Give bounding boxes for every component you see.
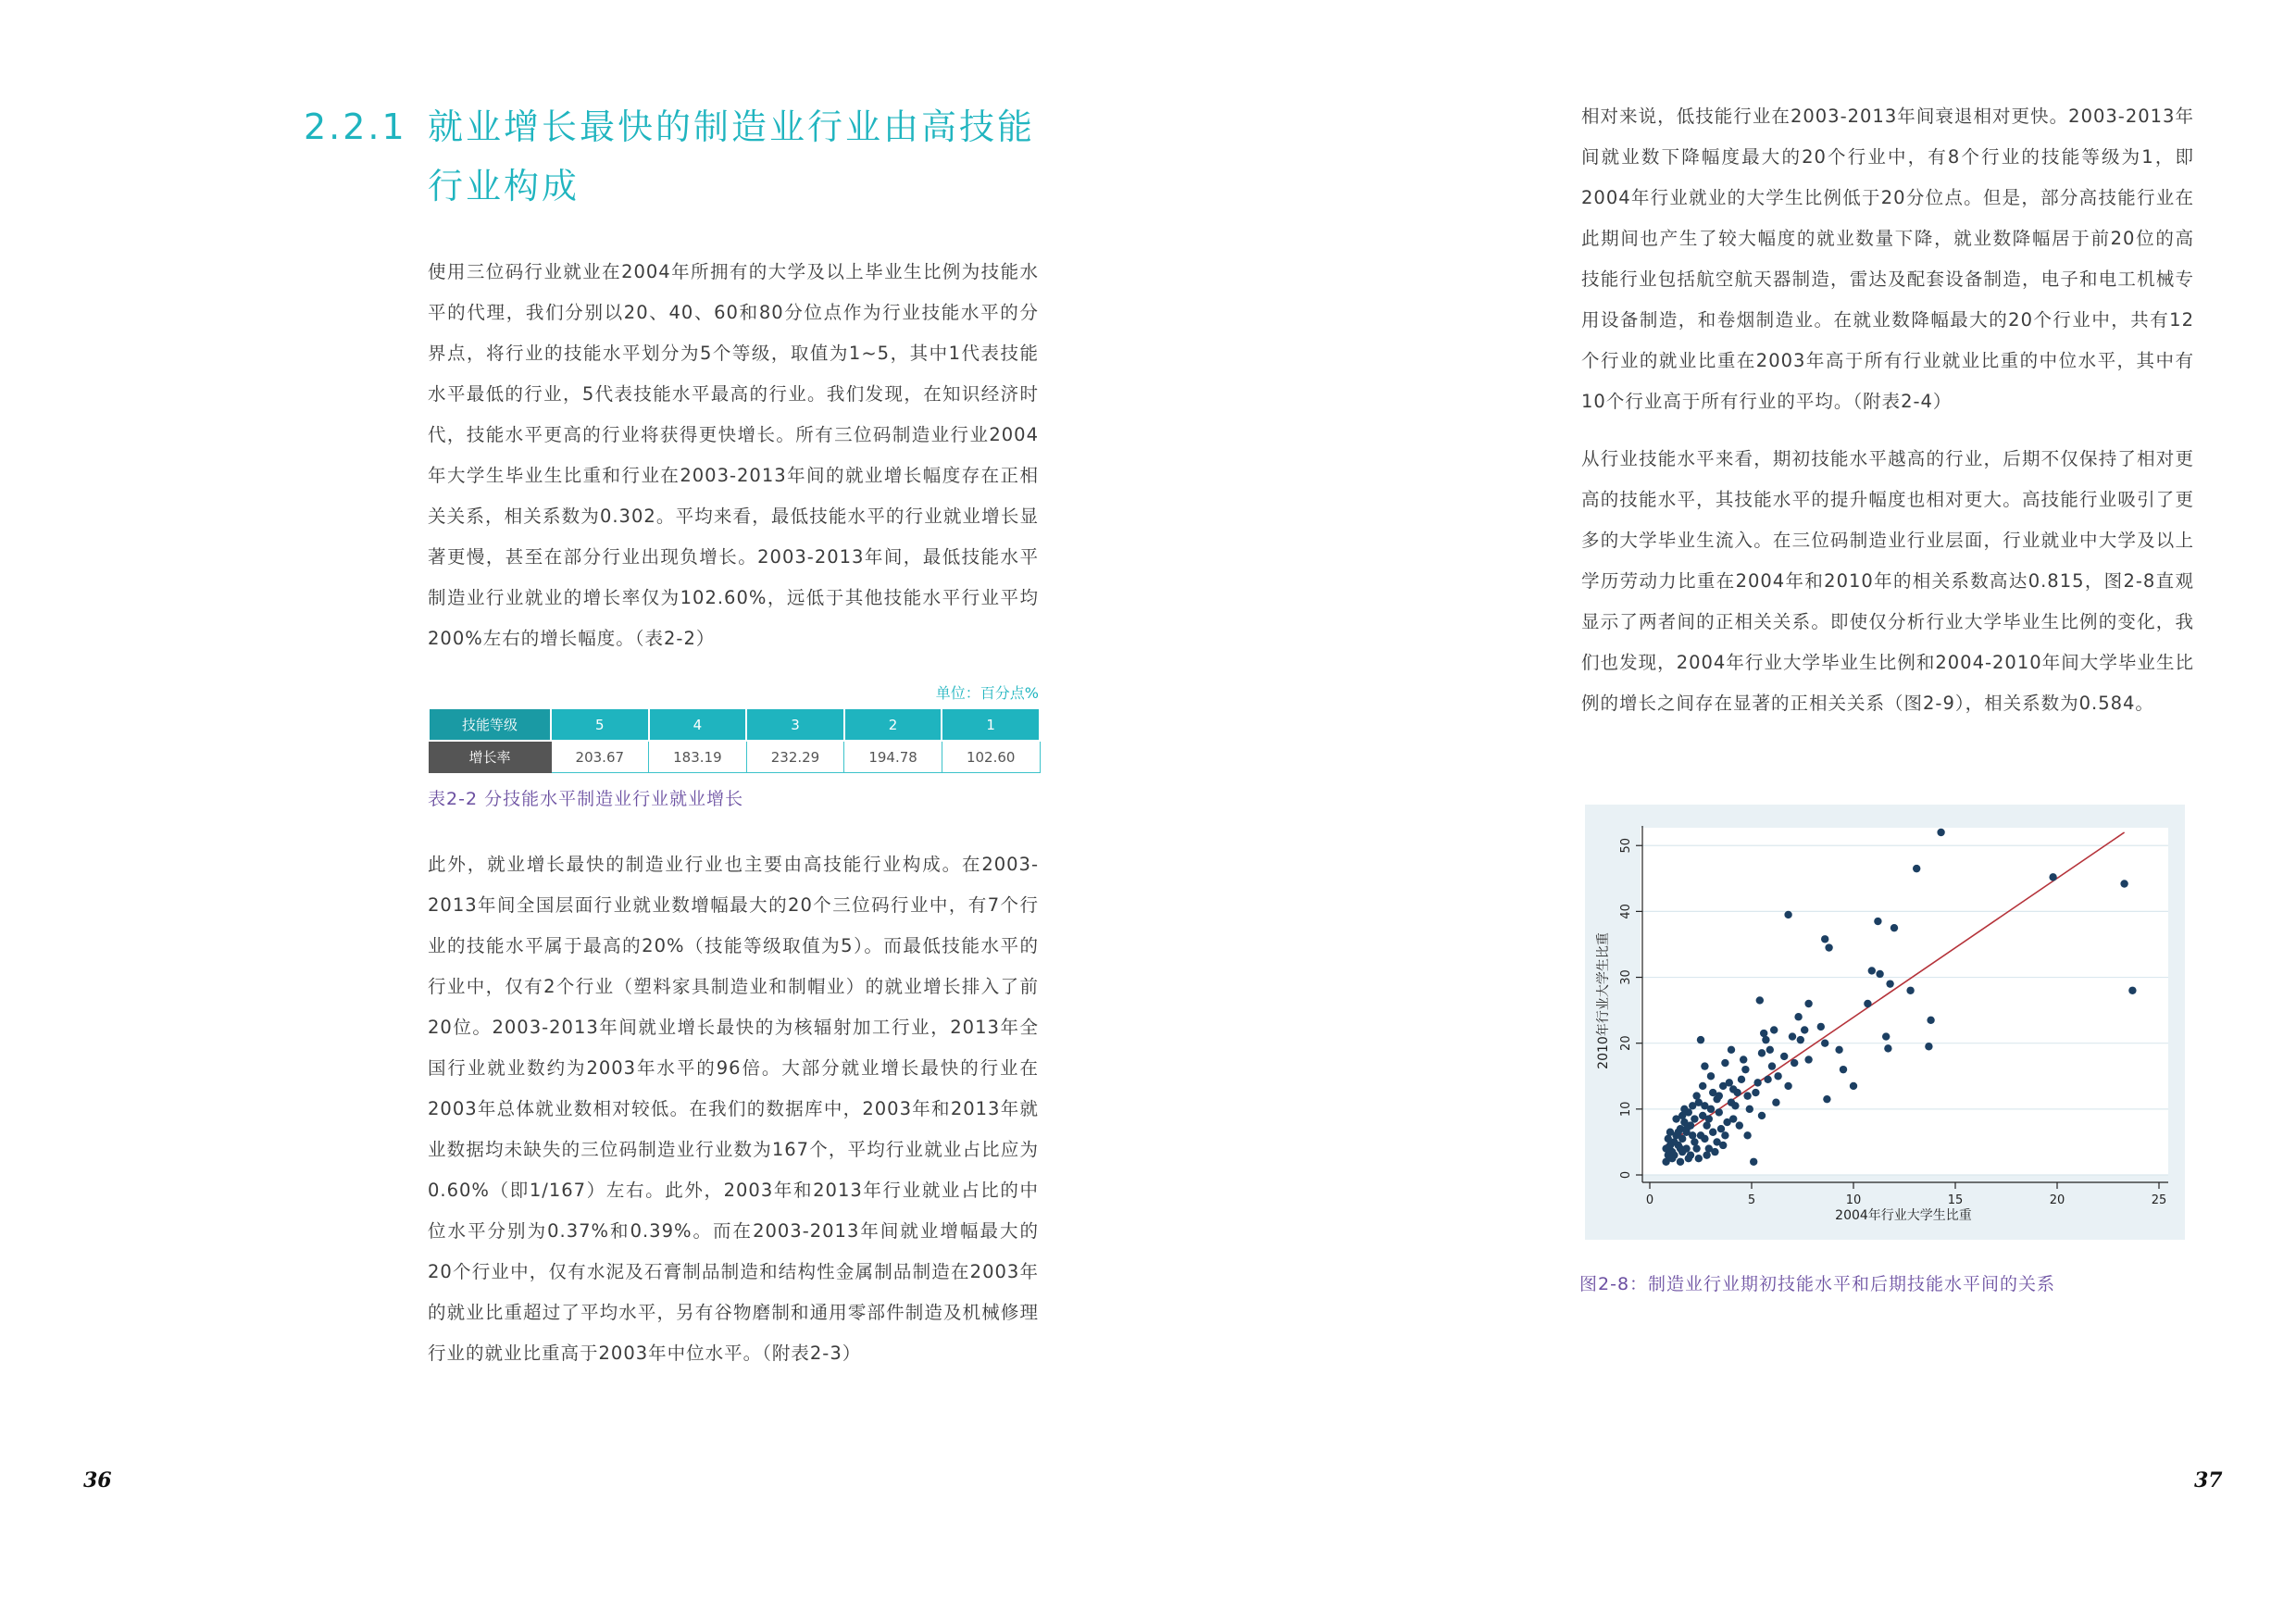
data-point (1728, 1046, 1735, 1054)
data-point (1768, 1062, 1776, 1069)
data-point (1784, 1082, 1791, 1090)
section-title-line1: 就业增长最快的制造业行业由高技能 (428, 106, 1036, 147)
data-point (1876, 970, 1883, 978)
table-cell: 203.67 (551, 741, 649, 773)
table-unit-label: 单位：百分点% (935, 684, 1039, 702)
data-point (1705, 1115, 1713, 1122)
data-point (1750, 1158, 1757, 1166)
data-point (1864, 1000, 1871, 1007)
y-tick-label: 50 (1619, 837, 1633, 854)
data-point (1740, 1056, 1747, 1063)
section-title-line2: 行业构成 (428, 166, 580, 206)
data-point (1689, 1131, 1696, 1139)
data-point (1821, 935, 1828, 943)
data-point (1766, 1046, 1774, 1054)
page-number-left: 36 (83, 1468, 112, 1493)
data-point (1825, 943, 1832, 951)
data-point (1890, 924, 1898, 931)
data-point (1884, 1044, 1891, 1052)
data-point (1801, 1026, 1808, 1033)
x-tick-label: 15 (1947, 1193, 1964, 1207)
body-paragraph-3: 相对来说，低技能行业在2003-2013年间衰退相对更快。2003-2013年间就业数下降幅度最大的20个行业中，有8个行业的技能等级为1，即2004年行业就业的大学生比例低于20分位点。但是，部分高技能行业在此期间也产生了较大幅度的就业数量下降，就业数降幅居于前20位的高技能行业包括航空航天器制造，雷达及配套设备制造，电子和电工机械专用设备制造，和卷烟制造业。在就业数降幅最大的20个行业中，共有12个行业的就业比重在2003年高于所有行业就业比重的中位水平，其中有10个行业高于所有行业的平均。（附表2-4） (1581, 106, 2194, 412)
data-point (2049, 873, 2056, 881)
data-point (1868, 967, 1876, 974)
section-heading (304, 97, 1063, 216)
data-point (1797, 1036, 1804, 1043)
data-point (1804, 1056, 1812, 1063)
data-point (1703, 1121, 1710, 1129)
skill-growth-table (428, 707, 1041, 773)
table-row-label: 增长率 (429, 741, 551, 773)
data-point (1752, 1089, 1759, 1096)
data-point (1789, 1032, 1796, 1040)
page-number-right: 37 (2194, 1468, 2223, 1493)
data-point (1716, 1092, 1723, 1099)
data-point (1697, 1036, 1704, 1043)
table-header-cell: 5 (551, 708, 649, 741)
data-point (2128, 987, 2136, 994)
data-point (2120, 880, 2128, 887)
data-point (1719, 1142, 1727, 1149)
data-point (1817, 1023, 1825, 1031)
data-point (1689, 1102, 1696, 1109)
data-point (1692, 1144, 1700, 1152)
data-point (1731, 1102, 1739, 1109)
data-point (1665, 1135, 1672, 1143)
data-point (1821, 1039, 1828, 1046)
data-point (1678, 1112, 1686, 1119)
data-point (1721, 1059, 1728, 1067)
body-paragraph-2: 此外，就业增长最快的制造业行业也主要由高技能行业构成。在2003-2013年间全国层面行业就业数增幅最大的20个三位码行业中，有7个行业的技能水平属于最高的20%（技能等级取值为5）。而最低技能水平的行业中，仅有2个行业（塑料家具制造业和制帽业）的就业增长排入了前20位。2003-2013年间就业增长最快的为核辐射加工行业，2013年全国行业就业数约为2003年水平的96倍。大部分就业增长最快的行业在2003年总体就业数相对较低。在我们的数据库中，2003年和2013年就业数据均未缺失的三位码制造业行业数为167个，平均行业就业占比应为0.60%（即1/167）左右。此外，2003年和2013年行业就业占比的中位水平分别为0.37%和0.39%。而在2003-2013年间就业增幅最大的20个行业中，仅有水泥及石膏制品制造和结构性金属制品制造在2003年的就业比重超过了平均水平，另有谷物磨制和通用零部件制造及机械修理行业的就业比重高于2003年中位水平。（附表2-3） (428, 854, 1039, 1364)
data-point (1717, 1125, 1725, 1132)
data-point (1753, 1079, 1761, 1086)
body-paragraph-1: 使用三位码行业就业在2004年所拥有的大学及以上毕业生比例为技能水平的代理，我们分别以20、40、60和80分位点作为行业技能水平的分界点，将行业的技能水平划分为5个等级，取值为1~5，其中1代表技能水平最低的行业，5代表技能水平最高的行业。我们发现，在知识经济时代，技能水平更高的行业将获得更快增长。所有三位码制造业行业2004年大学生毕业生比重和行业在2003-2013年间的就业增长幅度存在正相关关系，相关系数为0.302。平均来看，最低技能水平的行业就业增长显著更慢，甚至在部分行业出现负增长。2003-2013年间，最低技能水平制造业行业就业的增长率仅为102.60%，远低于其他技能水平行业平均200%左右的增长幅度。（表2-2） (428, 261, 1039, 649)
data-point (1913, 865, 1920, 872)
data-point (1711, 1148, 1718, 1156)
data-point (1677, 1158, 1684, 1166)
y-tick-label: 0 (1619, 1170, 1633, 1180)
data-point (1925, 1043, 1932, 1050)
data-point (1699, 1082, 1706, 1090)
data-point (1794, 1013, 1802, 1020)
data-point (1937, 829, 1944, 836)
data-point (1691, 1138, 1698, 1145)
data-point (1701, 1062, 1708, 1069)
data-point (1784, 911, 1791, 918)
x-tick-label: 20 (2049, 1193, 2065, 1207)
data-point (1680, 1106, 1688, 1113)
data-point (1874, 918, 1881, 925)
data-point (1882, 1032, 1890, 1040)
data-point (1756, 996, 1764, 1004)
table-cell: 183.19 (649, 741, 747, 773)
data-point (1886, 980, 1893, 987)
scatter-chart-svg (1585, 805, 2185, 1240)
data-point (1823, 1095, 1830, 1103)
data-point (1721, 1131, 1728, 1139)
data-point (1741, 1066, 1749, 1073)
data-point (1701, 1102, 1708, 1109)
data-point (1764, 1076, 1771, 1083)
x-axis-label: 2004年行业大学生比重 (1835, 1208, 1972, 1223)
data-point (1746, 1106, 1753, 1113)
data-point (1774, 1072, 1781, 1080)
data-point (1668, 1155, 1676, 1162)
data-point (1850, 1082, 1857, 1090)
table-caption: 表2-2 分技能水平制造业行业就业增长 (428, 789, 744, 809)
data-point (1770, 1026, 1778, 1033)
data-point (1743, 1131, 1751, 1139)
plot-area (1641, 828, 2168, 1175)
table-row (429, 741, 1040, 773)
data-point (1835, 1046, 1842, 1054)
table-header-cell: 1 (942, 708, 1040, 741)
y-tick-label: 30 (1619, 969, 1633, 985)
table-cell: 194.78 (844, 741, 942, 773)
y-tick-label: 20 (1619, 1035, 1633, 1051)
data-point (1695, 1155, 1703, 1162)
body-paragraph-4: 从行业技能水平来看，期初技能水平越高的行业，后期不仅保持了相对更高的技能水平，其技能水平的提升幅度也相对更大。高技能行业吸引了更多的大学毕业生流入。在三位码制造业行业层面，行业就业中大学及以上学历劳动力比重在2004年和2010年的相关系数高达0.815，图2-8直观显示了两者间的正相关关系。即使仅分析行业大学毕业生比例的变化，我们也发现，2004年行业大学毕业生比例和2004-2010年间大学毕业生比例的增长之间存在显著的正相关关系（图2-9），相关系数为0.584。 (1581, 448, 2194, 714)
data-point (1760, 1030, 1767, 1037)
table-header-row (429, 708, 1040, 741)
x-tick-label: 0 (1645, 1193, 1654, 1207)
data-point (1716, 1108, 1723, 1116)
data-point (1736, 1121, 1743, 1129)
data-point (1709, 1129, 1716, 1136)
figure-caption: 图2-8：制造业行业期初技能水平和后期技能水平间的关系 (1579, 1274, 2056, 1294)
table-header-cell: 技能等级 (429, 708, 551, 741)
table-header-cell: 4 (649, 708, 747, 741)
data-point (1707, 1072, 1715, 1080)
data-point (1677, 1144, 1684, 1152)
data-point (1723, 1118, 1730, 1126)
x-tick-label: 10 (1845, 1193, 1862, 1207)
data-point (1780, 1053, 1788, 1060)
data-point (1675, 1129, 1682, 1136)
y-axis-label: 2010年行业大学生比重 (1596, 932, 1611, 1069)
data-point (1662, 1144, 1669, 1152)
data-point (1927, 1017, 1934, 1024)
y-tick-label: 40 (1619, 904, 1633, 919)
x-tick-label: 25 (2151, 1193, 2167, 1207)
data-point (1906, 987, 1914, 994)
scatter-chart (1585, 805, 2185, 1240)
data-point (1804, 1000, 1812, 1007)
data-point (1703, 1151, 1710, 1158)
data-point (1691, 1115, 1698, 1122)
data-point (1738, 1076, 1745, 1083)
data-point (1758, 1112, 1766, 1119)
data-point (1772, 1099, 1779, 1106)
table-header-cell: 2 (844, 708, 942, 741)
y-tick-label: 10 (1619, 1101, 1633, 1118)
table-cell: 232.29 (746, 741, 844, 773)
data-point (1680, 1118, 1688, 1126)
data-point (1840, 1066, 1847, 1073)
section-number: 2.2.1 (304, 106, 407, 147)
data-point (1762, 1036, 1769, 1043)
data-point (1791, 1059, 1798, 1067)
data-point (1685, 1155, 1692, 1162)
data-point (1726, 1079, 1733, 1086)
data-point (1743, 1092, 1751, 1099)
data-point (1666, 1129, 1674, 1136)
x-tick-label: 5 (1747, 1193, 1756, 1207)
data-point (1758, 1049, 1766, 1056)
table-header-cell: 3 (746, 708, 844, 741)
data-point (1682, 1125, 1690, 1132)
data-point (1692, 1092, 1700, 1099)
data-point (1701, 1135, 1708, 1143)
table-cell: 102.60 (942, 741, 1040, 773)
data-point (1729, 1085, 1737, 1093)
